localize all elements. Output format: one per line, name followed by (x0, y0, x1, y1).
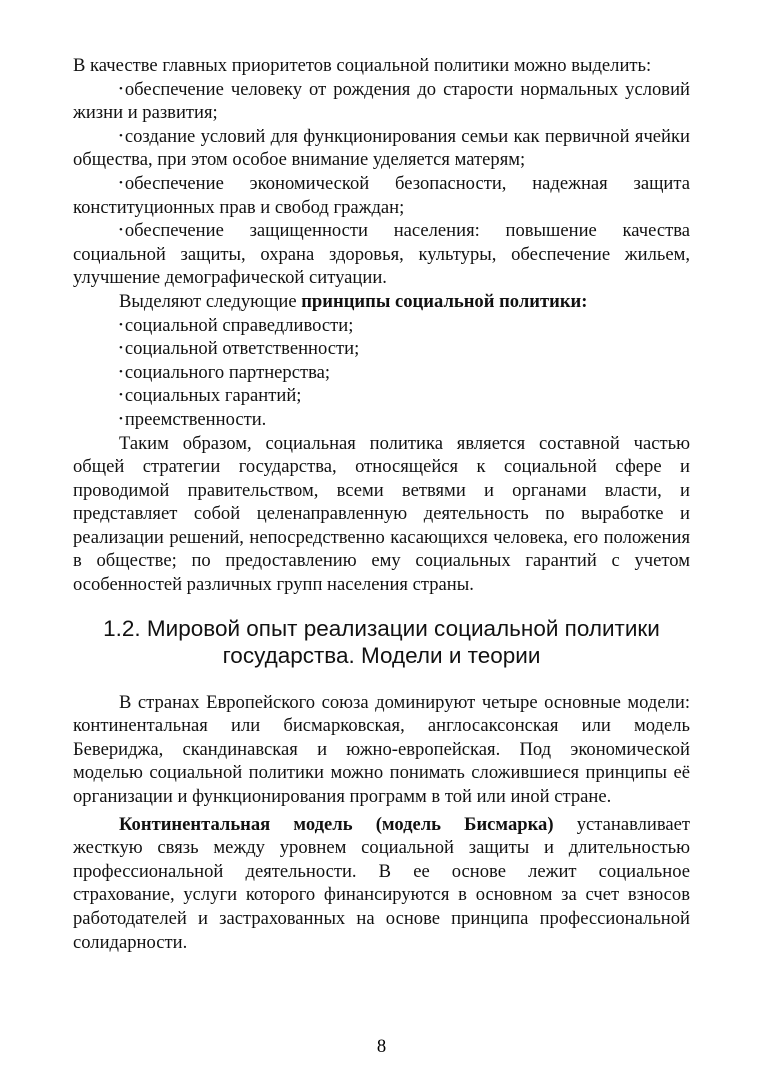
principle-item: • социальной справедливости; (119, 314, 354, 336)
bullet-icon: • (119, 224, 123, 237)
bullet-icon: • (119, 412, 123, 425)
principle-item: • преемственности. (119, 408, 267, 430)
bullet-icon: • (119, 318, 123, 331)
principles-heading: принципы социальной политики: (301, 290, 588, 312)
priorities-list (73, 78, 690, 290)
bullet-icon: • (119, 82, 123, 95)
continental-model-paragraph: Континентальная модель (модель Бисмарка) устанавливает жесткую связь между уровнем социальной защиты и длительностью профессиональной деятельности. В ее основе лежит социальное страхование, услуги которого финансируются в основном за счет взносов работодателей и застрахованных на основе принципа профессиональной солидарности. (73, 813, 690, 953)
eu-models-paragraph: В странах Европейского союза доминируют четыре основные модели: континентальная или бисмарковская, англосаксонская или модель Бевериджа, скандинавская и южно-европейская. Под экономической моделью социальной политики можно понимать сложившиеся принципы её организации и функционирования программ в той или иной стране. (73, 691, 690, 808)
intro-paragraph: В качестве главных приоритетов социальной политики можно выделить: (73, 55, 652, 76)
bullet-icon: • (119, 365, 123, 378)
priority-item: • обеспечение экономической безопасности, надежная защита конституционных прав и свобод граждан; (73, 172, 690, 218)
continental-model-term: Континентальная модель (модель Бисмарка) (119, 813, 554, 835)
priority-item: • создание условий для функционирования семьи как первичной ячейки общества, при этом особое внимание уделяется матерям; (73, 125, 690, 171)
principle-item: • социальных гарантий; (119, 385, 302, 407)
section-heading-line2: государства. Модели и теории (222, 642, 541, 668)
priority-item: • обеспечение защищенности населения: повышение качества социальной защиты, охрана здоровья, культуры, обеспечение жильем, улучшение демографической ситуации. (73, 220, 690, 289)
principle-item: • социальной ответственности; (119, 338, 360, 360)
conclusion-paragraph: Таким образом, социальная политика является составной частью общей стратегии государства, относящейся к социальной сфере и проводимой правительством, всеми ветвями и органами власти, и представляет собой целенаправленную деятельность по выработке и реализации решений, непосредственно касающихся человека, его положения в обществе; по предоставлению ему социальных гарантий с учетом особенностей различных групп населения страны. (73, 432, 690, 596)
bullet-icon: • (119, 176, 123, 189)
priority-item: • обеспечение человеку от рождения до старости нормальных условий жизни и развития; (73, 78, 690, 124)
principles-lead-paragraph: Выделяют следующие принципы социальной политики: (119, 290, 588, 312)
bullet-icon: • (119, 342, 123, 355)
section-heading-line1: 1.2. Мировой опыт реализации социальной политики (103, 615, 660, 641)
bullet-icon: • (119, 129, 123, 142)
page-number: 8 (376, 1036, 387, 1057)
section-heading (73, 615, 690, 669)
bullet-icon: • (119, 389, 123, 402)
principle-item: • социального партнерства; (119, 361, 331, 383)
page-content (73, 54, 690, 954)
principles-list (73, 314, 690, 432)
